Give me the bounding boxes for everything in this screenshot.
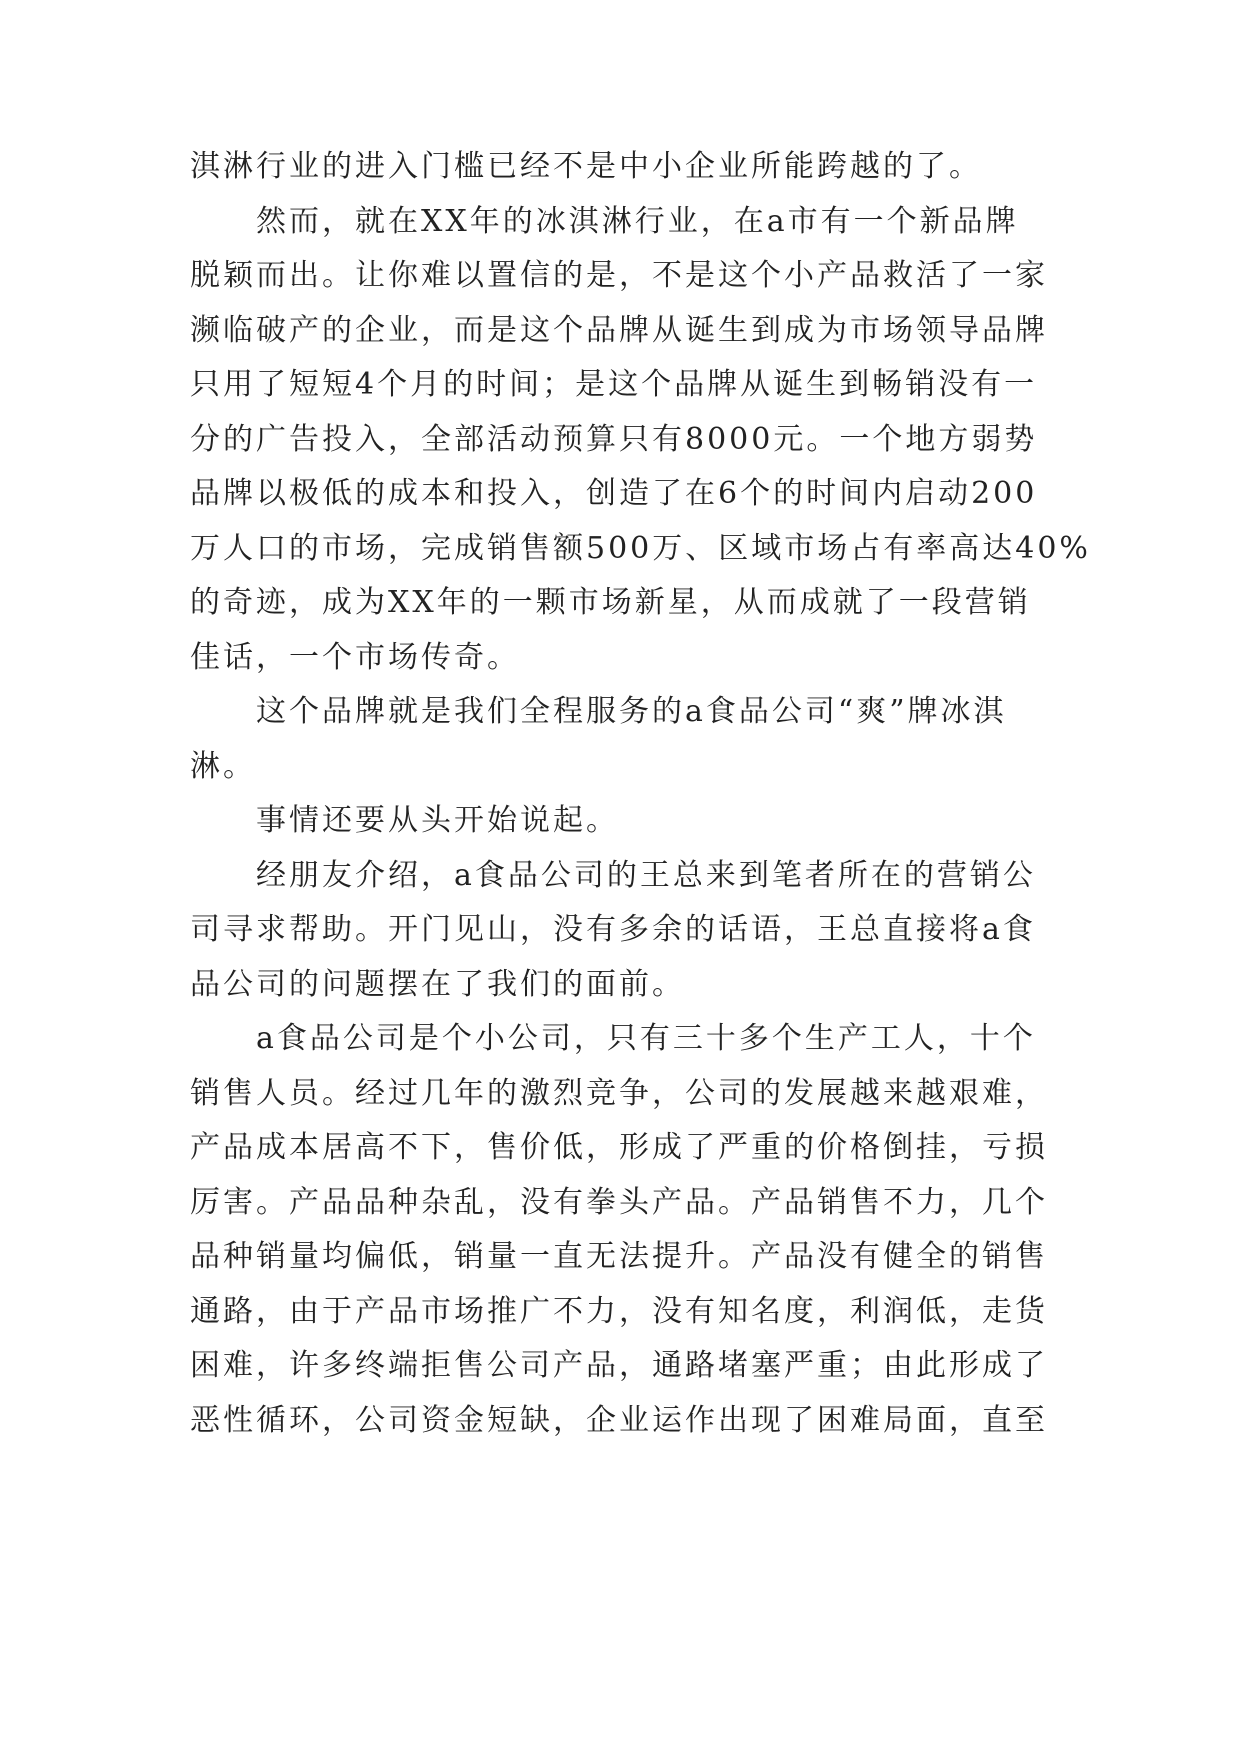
text-line: 的奇迹，成为XX年的一颗市场新星，从而成就了一段营销 xyxy=(190,585,1031,620)
text-line: 司寻求帮助。开门见山，没有多余的话语，王总直接将a食 xyxy=(190,912,1036,947)
text-line: 淋。 xyxy=(190,749,256,784)
text-line: 品种销量均偏低，销量一直无法提升。产品没有健全的销售 xyxy=(190,1239,1048,1274)
text-line: 分的广告投入，全部活动预算只有8000元。一个地方弱势 xyxy=(190,422,1038,457)
text-line: 这个品牌就是我们全程服务的a食品公司“爽”牌冰淇 xyxy=(256,694,1007,729)
text-line: 然而，就在XX年的冰淇淋行业，在a市有一个新品牌 xyxy=(256,204,1019,239)
text-line: 销售人员。经过几年的激烈竞争，公司的发展越来越艰难， xyxy=(190,1076,1048,1111)
text-line: 事情还要从头开始说起。 xyxy=(256,803,619,838)
text-line: 恶性循环，公司资金短缺，企业运作出现了困难局面，直至 xyxy=(190,1403,1048,1438)
text-line: a食品公司是个小公司，只有三十多个生产工人，十个 xyxy=(256,1021,1036,1056)
text-line: 品牌以极低的成本和投入，创造了在6个的时间内启动200 xyxy=(190,476,1038,511)
text-line: 万人口的市场，完成销售额500万、区域市场占有率高达40% xyxy=(190,531,1091,566)
text-line: 淇淋行业的进入门槛已经不是中小企业所能跨越的了。 xyxy=(190,149,982,184)
text-line: 厉害。产品品种杂乱，没有拳头产品。产品销售不力，几个 xyxy=(190,1185,1048,1220)
text-line: 经朋友介绍，a食品公司的王总来到笔者所在的营销公 xyxy=(256,858,1036,893)
text-line: 脱颖而出。让你难以置信的是，不是这个小产品救活了一家 xyxy=(190,258,1048,293)
text-line: 濒临破产的企业，而是这个品牌从诞生到成为市场领导品牌 xyxy=(190,313,1048,348)
text-line: 通路，由于产品市场推广不力，没有知名度，利润低，走货 xyxy=(190,1294,1048,1329)
text-line: 佳话，一个市场传奇。 xyxy=(190,640,520,675)
text-line: 产品成本居高不下，售价低，形成了严重的价格倒挂，亏损 xyxy=(190,1130,1048,1165)
text-line: 困难，许多终端拒售公司产品，通路堵塞严重；由此形成了 xyxy=(190,1348,1048,1383)
text-line: 品公司的问题摆在了我们的面前。 xyxy=(190,967,685,1002)
text-line: 只用了短短4个月的时间；是这个品牌从诞生到畅销没有一 xyxy=(190,367,1038,402)
